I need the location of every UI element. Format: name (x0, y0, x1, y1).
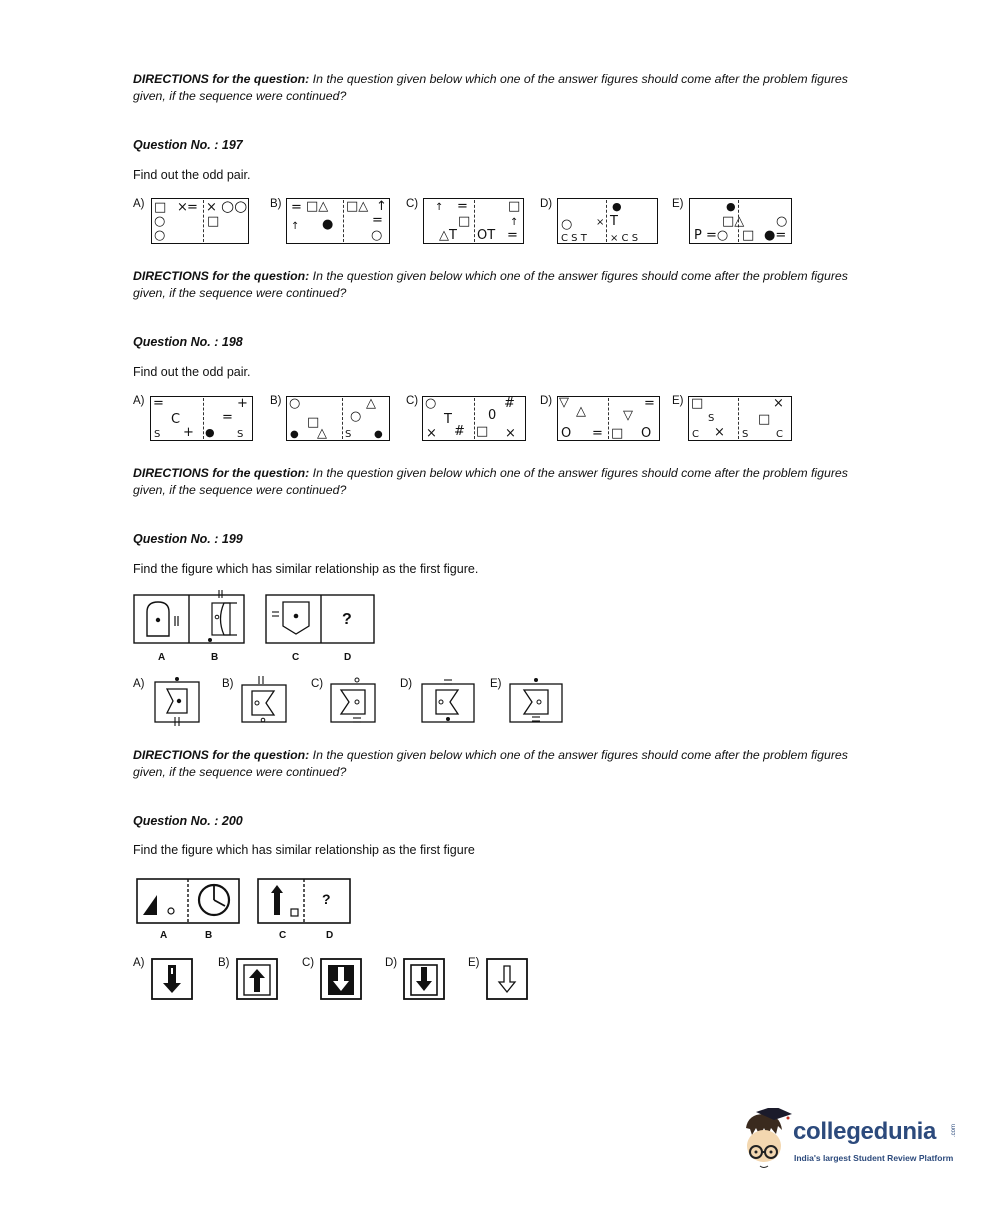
caption-a: A (160, 930, 168, 941)
option-label: D) (540, 395, 553, 407)
option-label: C) (406, 395, 419, 407)
q198-c-sym-4: 0 (488, 408, 497, 423)
q198-d-sym-2: △ (576, 404, 586, 419)
q197-option-b[interactable] (270, 196, 392, 248)
option-label: E) (672, 395, 684, 407)
option-label: B) (270, 395, 282, 407)
q199-e-drawing (506, 676, 568, 728)
q197-b-sym-6: ● (322, 217, 334, 232)
question-number-198: Question No. : 198 (133, 335, 243, 349)
q197-d-sym-6: × C S (610, 233, 639, 244)
directions-1 (133, 71, 853, 105)
q197-option-d[interactable] (540, 196, 660, 248)
q197-c-sym-2: = (457, 199, 468, 214)
q199-problem-drawing (133, 590, 383, 648)
q198-a-sym-4: = (222, 410, 233, 425)
q198-option-e[interactable] (672, 393, 794, 445)
q197-a-sym-4: × (206, 200, 217, 215)
option-label: C) (406, 198, 419, 210)
q198-c-sym-8: × (505, 426, 516, 441)
q198-a-sym-1: = (153, 396, 164, 411)
q199-problem-figures (133, 590, 383, 665)
option-label: A) (133, 678, 145, 690)
q198-a-sym-6: + (183, 425, 194, 440)
q198-c-sym-7: □ (476, 424, 489, 439)
q199-unknown: ? (342, 611, 352, 628)
q198-e-sym-7: S (742, 429, 749, 440)
option-label: D) (400, 678, 413, 690)
option-label: B) (270, 198, 282, 210)
q197-a-sym-3: = (187, 200, 198, 215)
q197-b-sym-3: □△ (346, 199, 369, 214)
q200-d-drawing (402, 957, 448, 1003)
q198-b-sym-3: ○ (350, 409, 362, 424)
q198-option-b[interactable] (270, 393, 392, 445)
caption-d: D (326, 930, 334, 941)
option-label: D) (540, 198, 553, 210)
q200-option-d[interactable] (385, 955, 460, 1005)
q199-option-c[interactable] (311, 676, 391, 731)
q198-d-sym-6: = (592, 426, 603, 441)
q197-e-sym-6: ●= (764, 228, 787, 243)
option-label: E) (672, 198, 684, 210)
option-label: C) (311, 678, 324, 690)
q199-d-drawing (418, 676, 480, 728)
q197-d-sym-3: × (596, 217, 605, 228)
option-label: E) (490, 678, 502, 690)
q199-option-d[interactable] (400, 676, 480, 731)
mascot-icon (738, 1108, 798, 1178)
q198-c-sym-6: # (454, 424, 465, 439)
directions-label: DIRECTIONS for the question: (133, 748, 310, 762)
q200-option-a[interactable] (133, 955, 208, 1005)
q197-b-sym-4: ↑ (376, 199, 387, 214)
q198-a-sym-8: S (237, 429, 244, 440)
q197-b-sym-8: ○ (371, 228, 383, 243)
q200-option-e[interactable] (468, 955, 543, 1005)
option-label: C) (302, 957, 315, 969)
q198-option-d[interactable] (540, 393, 662, 445)
caption-d: D (344, 652, 352, 663)
q197-b-sym-2: □△ (306, 199, 329, 214)
q198-e-sym-4: □ (758, 412, 771, 427)
directions-4 (133, 747, 853, 781)
q200-option-c[interactable] (302, 955, 377, 1005)
caption-b: B (205, 930, 213, 941)
q197-a-sym-1: □ (154, 200, 167, 215)
q200-a-drawing (150, 957, 196, 1003)
q198-option-a[interactable] (133, 393, 255, 445)
q198-b-sym-6: △ (317, 426, 327, 441)
question-number-199: Question No. : 199 (133, 532, 243, 546)
question-number-200: Question No. : 200 (133, 814, 243, 828)
q197-a-sym-2: × (177, 200, 188, 215)
directions-text: In the question given below which one of the answer figures should come after the problem figures given, if the sequence were continued? (133, 72, 848, 103)
q197-d-sym-1: ● (612, 200, 622, 213)
q198-e-sym-8: C (776, 429, 783, 440)
logo-name: collegedunia (793, 1118, 937, 1145)
q197-c-sym-7: OT (477, 228, 496, 243)
q198-e-sym-5: C (692, 429, 699, 440)
q197-a-sym-5: ○○ (221, 197, 248, 215)
q197-a-sym-7: □ (207, 214, 220, 229)
q198-option-c[interactable] (406, 393, 528, 445)
q197-c-sym-3: □ (508, 199, 521, 214)
q198-b-sym-4: □ (307, 415, 320, 430)
logo-suffix: .com (951, 1124, 957, 1138)
caption-c: C (292, 652, 300, 663)
q199-b-drawing (238, 676, 298, 728)
q198-e-sym-6: × (714, 425, 725, 440)
logo-tagline: India's largest Student Review Platform (794, 1153, 954, 1163)
q198-d-sym-5: O (561, 426, 572, 441)
q197-c-sym-8: = (507, 228, 518, 243)
directions-text: In the question given below which one of the answer figures should come after the problem figures given, if the sequence were continued? (133, 269, 848, 300)
q200-problem-drawing (133, 873, 363, 928)
directions-3 (133, 465, 853, 499)
question-text-198: Find out the odd pair. (133, 365, 251, 379)
q199-option-e[interactable] (490, 676, 570, 731)
caption-c: C (279, 930, 287, 941)
question-text-199: Find the figure which has similar relationship as the first figure. (133, 562, 479, 576)
option-label: B) (222, 678, 234, 690)
directions-2 (133, 268, 853, 302)
q199-a-drawing (151, 676, 211, 728)
q198-a-sym-2: + (237, 396, 248, 411)
q200-option-b[interactable] (218, 955, 293, 1005)
question-number-197: Question No. : 197 (133, 138, 243, 152)
q200-c-drawing (319, 957, 365, 1003)
q197-c-sym-4: □ (458, 214, 471, 229)
q197-a-sym-8: ○ (154, 228, 166, 243)
directions-label: DIRECTIONS for the question: (133, 72, 310, 86)
q200-e-drawing (485, 957, 531, 1003)
caption-a: A (158, 652, 166, 663)
q198-c-sym-1: ○ (425, 396, 437, 411)
q197-c-sym-1: ↑ (435, 202, 444, 213)
q198-b-sym-8: ● (374, 429, 383, 440)
option-label: B) (218, 957, 230, 969)
q198-a-sym-5: S (154, 429, 161, 440)
option-label: D) (385, 957, 398, 969)
q198-e-sym-3: S (708, 413, 715, 424)
q200-unknown: ? (322, 891, 331, 907)
q197-option-e[interactable] (672, 196, 794, 248)
q198-e-sym-2: × (773, 396, 784, 411)
q197-d-sym-2: ○ (561, 217, 573, 232)
collegedunia-logo[interactable] (738, 1108, 963, 1178)
q198-d-sym-1: ▽ (559, 395, 569, 410)
q197-e-sym-1: ● (726, 200, 736, 213)
q197-c-sym-5: ↑ (510, 217, 519, 228)
q198-b-sym-2: △ (366, 396, 376, 411)
q199-option-a[interactable] (133, 676, 213, 731)
q197-b-sym-5: ↑ (291, 221, 300, 232)
q197-a-sym-6: ○ (154, 214, 166, 229)
question-text-197: Find out the odd pair. (133, 168, 251, 182)
q198-d-sym-7: □ (611, 426, 624, 441)
q197-e-sym-4: P =○ (694, 228, 729, 243)
q198-b-sym-7: S (345, 429, 352, 440)
q200-b-drawing (235, 957, 281, 1003)
option-label: E) (468, 957, 480, 969)
caption-b: B (211, 652, 219, 663)
q197-c-sym-6: △T (439, 228, 457, 243)
q198-d-sym-4: ▽ (623, 408, 633, 423)
q198-b-sym-1: ○ (289, 396, 301, 411)
q197-b-sym-1: = (291, 200, 302, 215)
q198-c-sym-2: # (504, 396, 515, 411)
q197-d-sym-4: T (610, 214, 618, 229)
directions-label: DIRECTIONS for the question: (133, 466, 310, 480)
option-label: A) (133, 198, 145, 210)
q197-e-sym-2: □△ (722, 214, 745, 229)
q198-d-sym-8: O (641, 426, 652, 441)
q197-e-sym-3: ○ (776, 214, 788, 229)
q198-d-sym-3: = (644, 396, 655, 411)
directions-text: In the question given below which one of the answer figures should come after the problem figures given, if the sequence were continued? (133, 466, 848, 497)
q200-problem-figures (133, 873, 363, 943)
q198-a-sym-3: C (171, 412, 181, 427)
q198-e-sym-1: □ (691, 396, 704, 411)
q199-option-b[interactable] (222, 676, 302, 731)
q198-b-sym-5: ● (290, 429, 299, 440)
q197-option-c[interactable] (406, 196, 526, 248)
q198-c-sym-3: T (444, 412, 452, 427)
q199-c-drawing (327, 676, 387, 728)
q197-e-sym-5: □ (742, 228, 755, 243)
q198-c-sym-5: × (426, 426, 437, 441)
q197-b-sym-7: = (372, 213, 383, 228)
directions-label: DIRECTIONS for the question: (133, 269, 310, 283)
q198-a-sym-7: ● (205, 426, 215, 439)
question-text-200: Find the figure which has similar relationship as the first figure (133, 843, 475, 857)
directions-text: In the question given below which one of the answer figures should come after the problem figures given, if the sequence were continued? (133, 748, 848, 779)
q197-option-a[interactable] (133, 196, 253, 248)
q197-d-sym-5: C S T (561, 233, 587, 244)
option-label: A) (133, 957, 145, 969)
option-label: A) (133, 395, 145, 407)
